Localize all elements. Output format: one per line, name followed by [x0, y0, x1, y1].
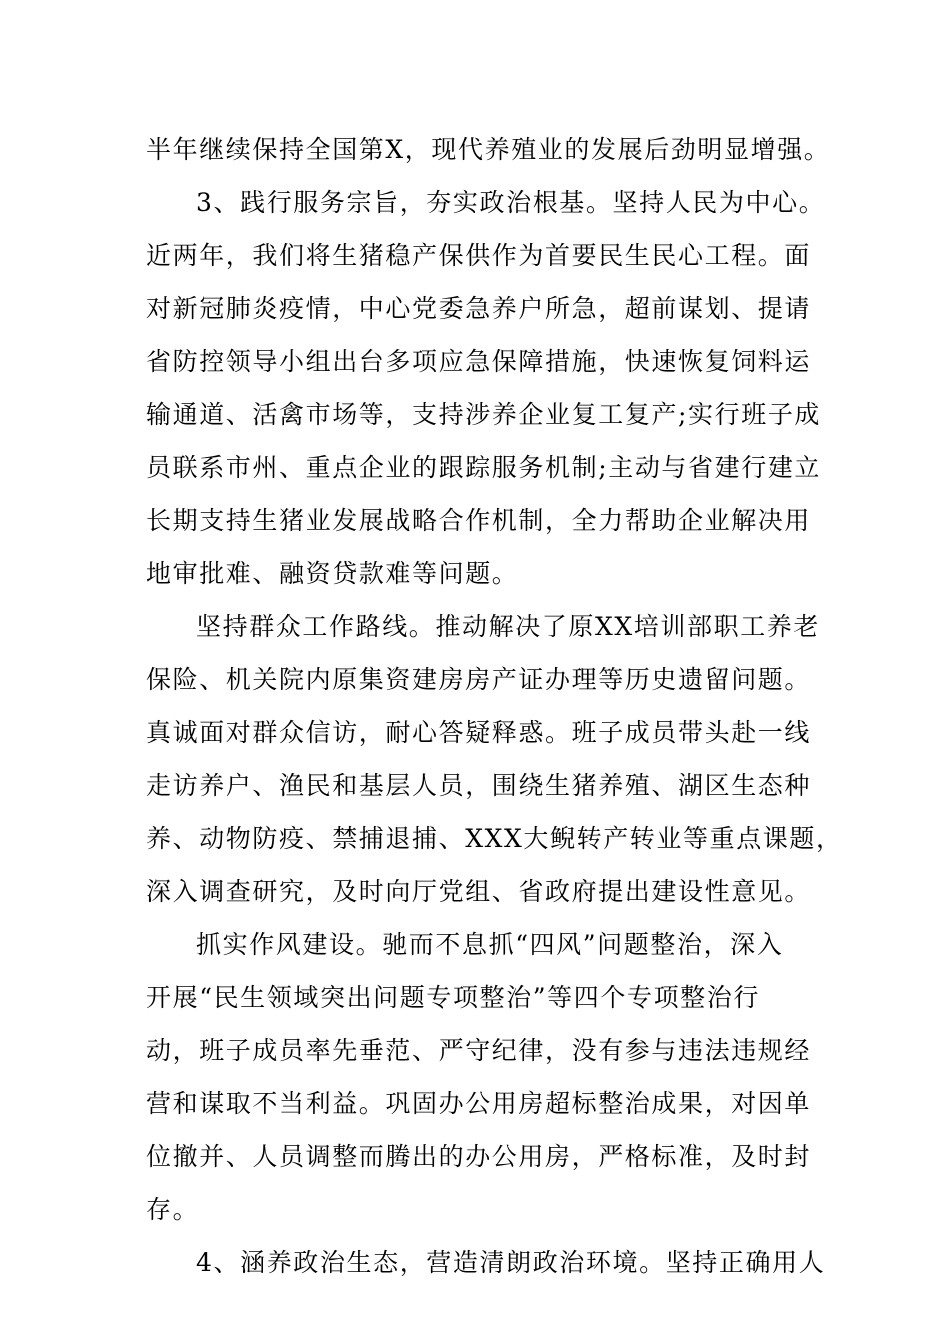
- body-text-line: 省防控领导小组出台多项应急保障措施，快速恢复饲料运: [146, 347, 812, 376]
- body-text-line: 输通道、活禽市场等，支持涉养企业复工复产;实行班子成: [146, 400, 822, 429]
- body-text-line: 近两年，我们将生猪稳产保供作为首要民生民心工程。面: [146, 241, 812, 270]
- body-text-line: 深入调查研究，及时向厅党组、省政府提出建设性意见。: [146, 877, 812, 906]
- body-text-line: 真诚面对群众信访，耐心答疑释惑。班子成员带头赴一线: [146, 718, 812, 747]
- body-text-line: 半年继续保持全国第X，现代养殖业的发展后劲明显增强。: [146, 135, 831, 164]
- body-text-line: 动，班子成员率先垂范、严守纪律，没有参与违法违规经: [146, 1036, 812, 1065]
- body-text-line: 员联系市州、重点企业的跟踪服务机制;主动与省建行建立: [146, 453, 822, 482]
- section-heading-3: 3、践行服务宗旨，夯实政治根基。坚持人民为中心。: [196, 188, 826, 217]
- body-text-line: 存。: [146, 1195, 200, 1224]
- paragraph-start-line: 坚持群众工作路线。推动解决了原XX培训部职工养老: [196, 612, 820, 641]
- body-text-line: 地审批难、融资贷款难等问题。: [146, 559, 519, 588]
- body-text-line: 保险、机关院内原集资建房房产证办理等历史遗留问题。: [146, 665, 812, 694]
- body-text-line: 长期支持生猪业发展战略合作机制，全力帮助企业解决用: [146, 506, 812, 535]
- section-heading-4: 4、涵养政治生态，营造清朗政治环境。坚持正确用人: [196, 1248, 826, 1277]
- body-text-line: 位撤并、人员调整而腾出的办公用房，严格标准，及时封: [146, 1142, 812, 1171]
- body-text-line: 营和谋取不当利益。巩固办公用房超标整治成果，对因单: [146, 1089, 812, 1118]
- body-text-line: 对新冠肺炎疫情，中心党委急养户所急，超前谋划、提请: [146, 294, 812, 323]
- body-text-line: 开展“民生领域突出问题专项整治”等四个专项整治行: [146, 983, 760, 1012]
- body-text-line: 走访养户、渔民和基层人员，围绕生猪养殖、湖区生态种: [146, 771, 812, 800]
- body-text-line: 养、动物防疫、禁捕退捕、XXX大鲵转产转业等重点课题，: [146, 824, 843, 853]
- paragraph-start-line: 抓实作风建设。驰而不息抓“四风”问题整治，深入: [196, 930, 784, 959]
